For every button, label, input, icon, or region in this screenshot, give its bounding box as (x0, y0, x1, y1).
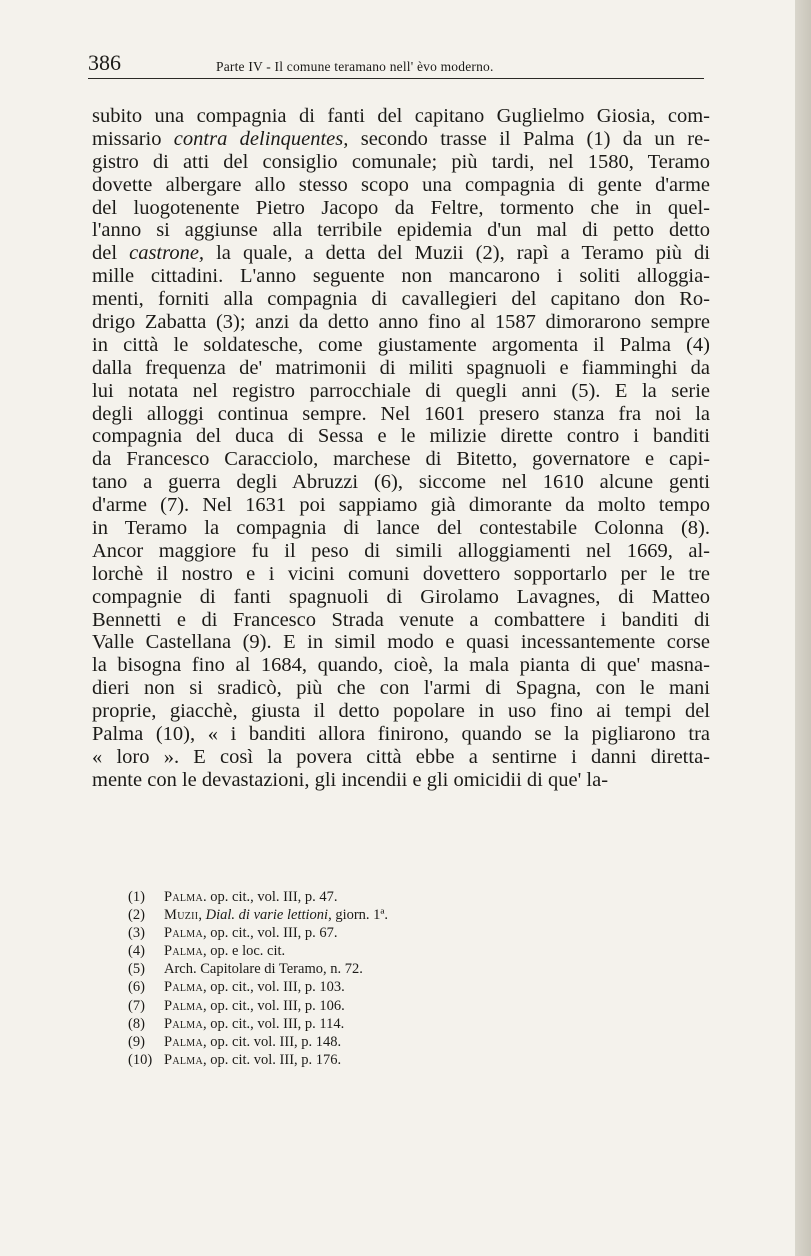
footnote-number: (5) (128, 961, 145, 978)
footnote: (1) Palma. op. cit., vol. III, p. 47. (128, 889, 338, 905)
italic-text: Dial. di varie lettioni, (205, 907, 332, 924)
text-line: Bennetti e di Francesco Strada venute a combattere i banditi di (92, 608, 710, 631)
text-line: Ancor maggiore fu il peso di simili alloggiamenti nel 1669, al- (92, 539, 710, 562)
text-line: in Teramo la compagnia di lance del contestabile Colonna (8). (92, 517, 710, 540)
text-line: in città le soldatesche, come giustamente argomenta il Palma (4) (92, 333, 710, 356)
footnote-author: Palma (164, 979, 204, 996)
text-line: del luogotenente Pietro Jacopo da Feltre, tormento che in quel- (92, 196, 710, 219)
footnote-author: Palma (164, 1033, 204, 1050)
text-line: compagnia del duca di Sessa e le milizie dirette contro i banditi (92, 425, 710, 448)
footnote-number: (6) (128, 979, 145, 996)
text-line: « loro ». E così la povera città ebbe a sentirne i danni diretta- (92, 745, 710, 768)
running-head (88, 50, 704, 79)
footnote: (6) Palma, op. cit., vol. III, p. 103. (128, 979, 345, 996)
text-line: l'anno si aggiunse alla terribile epidemia d'un mal di petto detto (92, 219, 710, 242)
footnote: (10) Palma, op. cit. vol. III, p. 176. (128, 1051, 342, 1068)
text-line: Valle Castellana (9). E in simil modo e quasi incessantemente corse (92, 631, 710, 654)
text-line: lorchè il nostro e i vicini comuni dovettero sopportarlo per le tre (92, 562, 710, 585)
footnote: (7) Palma, op. cit., vol. III, p. 106. (128, 997, 345, 1014)
footnote: (2) Muzii, Dial. di varie lettioni, giorn. 1ª. (128, 907, 389, 924)
text-line: menti, forniti alla compagnia di cavallegieri del capitano don Ro- (92, 288, 710, 311)
text-line: missario contra delinquentes, secondo trasse il Palma (1) da un re- (92, 127, 710, 150)
footnote-author: Palma (164, 925, 204, 942)
footnote: (8) Palma, op. cit., vol. III, p. 114. (128, 1015, 345, 1032)
text-line: drigo Zabatta (3); anzi da detto anno fino al 1587 dimorarono sempre (92, 311, 710, 334)
text-line: proprie, giacchè, giusta il detto popolare in uso fino ai tempi del (92, 700, 710, 723)
page-edge (795, 0, 811, 1256)
text-line: mille cittadini. L'anno seguente non mancarono i soliti alloggia- (92, 265, 710, 288)
text-line: dieri non si sradicò, più che con l'armi di Spagna, con le mani (92, 677, 710, 700)
footnote-author: Muzii (164, 907, 199, 924)
body-text (92, 105, 710, 792)
footnote-number: (8) (128, 1015, 145, 1032)
text-line: dovette albergare allo stesso scopo una compagnia di gente d'arme (92, 173, 710, 196)
footnote: (4) Palma, op. e loc. cit. (128, 943, 286, 960)
footnote-number: (2) (128, 907, 145, 924)
italic-text: castrone, (129, 242, 205, 265)
text-line: Palma (10), « i banditi allora finirono, quando se la pigliarono tra (92, 723, 710, 746)
footnote-number: (9) (128, 1033, 145, 1050)
text-line: compagnie di fanti spagnuoli di Girolamo Lavagnes, di Matteo (92, 585, 710, 608)
footnote: (5) Arch. Capitolare di Teramo, n. 72. (128, 961, 363, 978)
footnote: (9) Palma, op. cit. vol. III, p. 148. (128, 1033, 342, 1050)
text-line: degli alloggi continua sempre. Nel 1601 presero stanza fra noi la (92, 402, 710, 425)
text-line: lui notata nel registro parrocchiale di quegli anni (5). E la serie (92, 379, 710, 402)
footnote-number: (10) (128, 1051, 153, 1068)
footnote-author: Palma (164, 997, 204, 1014)
text-line: dalla frequenza de' matrimonii di militi spagnuoli e fiamminghi da (92, 356, 710, 379)
footnote: (3) Palma, op. cit., vol. III, p. 67. (128, 925, 338, 942)
footnote-author: Palma (164, 1051, 204, 1068)
text-line: subito una compagnia di fanti del capitano Guglielmo Giosia, com- (92, 105, 710, 127)
footnote-author: Palma (164, 889, 204, 905)
italic-text: contra delinquentes, (173, 127, 349, 150)
footnote-author: Palma (164, 1015, 204, 1032)
footnote-number: (1) (128, 889, 145, 905)
running-title: Parte IV - Il comune teramano nell' èvo moderno. (216, 59, 494, 74)
page-number: 386 (88, 50, 121, 75)
text-line: da Francesco Caracciolo, marchese di Bitetto, governatore e capi- (92, 448, 710, 471)
footnote-number: (4) (128, 943, 145, 960)
footnote-number: (3) (128, 925, 145, 942)
footnotes (128, 888, 548, 1069)
text-line: mente con le devastazioni, gli incendii e gli omicidii di que' la- (92, 768, 609, 791)
text-line: tano a guerra degli Abruzzi (6), siccome nel 1610 alcune genti (92, 471, 710, 494)
text-line: d'arme (7). Nel 1631 poi sappiamo già dimorante da molto tempo (92, 494, 710, 517)
text-line: gistro di atti del consiglio comunale; più tardi, nel 1580, Teramo (92, 150, 710, 173)
footnote-number: (7) (128, 997, 145, 1014)
text-line: del castrone, la quale, a detta del Muzii (2), rapì a Teramo più di (92, 242, 710, 265)
text-line: la bisogna fino al 1684, quando, cioè, la mala pianta di que' masna- (92, 654, 710, 677)
footnote-author: Palma (164, 943, 204, 960)
